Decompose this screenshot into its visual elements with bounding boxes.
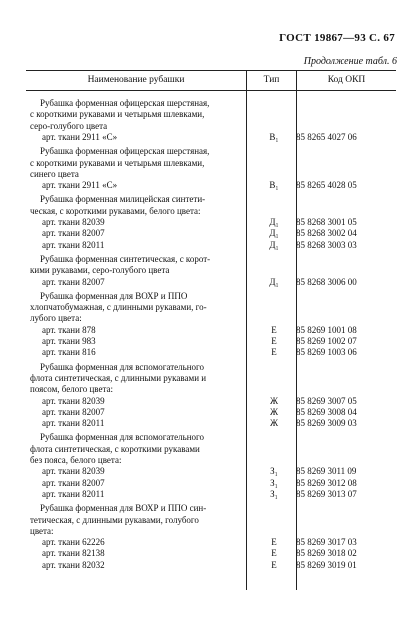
column-header-type: Тип: [263, 75, 280, 85]
shirt-name-cell: арт. ткани 878: [42, 324, 96, 335]
shirt-name-cell: Рубашка форменная офицерская шерстяная,: [40, 98, 210, 108]
shirt-name-cell: арт. ткани 82007: [42, 228, 105, 239]
page-header: ГОСТ 19867—93 С. 67: [279, 32, 395, 44]
shirt-name-cell: арт. ткани 82007: [42, 276, 105, 287]
table-row: [26, 146, 396, 157]
shirt-name-cell: Рубашка форменная офицерская шерстяная,: [40, 146, 210, 157]
shirt-name-cell: Рубашка форменная для ВОХР и ППО: [40, 290, 188, 301]
shirt-type-cell: Д₁: [269, 276, 279, 287]
table-row: [26, 444, 396, 455]
table-row: [26, 132, 396, 143]
shirt-name-cell: арт. ткани 82039: [42, 466, 105, 477]
table-row: [26, 169, 396, 180]
table-header-border: [26, 90, 396, 91]
table-row: [26, 373, 396, 384]
okp-code-cell: 85 8268 3003 03: [296, 239, 357, 250]
shirt-name-cell: без пояса, белого цвета:: [30, 455, 122, 465]
shirt-name-cell: цвета:: [30, 525, 54, 536]
shirt-name-cell: флота синтетическая, с длинными рукавами и: [30, 372, 207, 383]
shirt-name-cell: арт. ткани 82007: [42, 406, 105, 417]
shirt-name-cell: арт. ткани 82011: [42, 418, 105, 429]
shirt-type-cell: Е: [271, 347, 277, 358]
table-row: [26, 526, 396, 537]
okp-code-cell: 85 8269 3008 04: [296, 406, 357, 417]
okp-code-cell: 85 8268 3001 05: [296, 217, 357, 227]
shirt-name-cell: синего цвета: [30, 168, 79, 179]
table-row: [26, 254, 396, 265]
okp-code-cell: 85 8269 1002 07: [296, 336, 357, 346]
table-row: [26, 489, 396, 500]
shirt-name-cell: серо-голубого цвета: [30, 120, 108, 131]
shirt-name-cell: лубого цвета:: [30, 313, 82, 324]
table-row: [26, 396, 396, 407]
table-row: [26, 194, 396, 205]
shirt-name-cell: Рубашка форменная для ВОХР и ППО син-: [40, 503, 207, 514]
table-row: [26, 302, 396, 313]
table-continuation-caption: Продолжение табл. 6: [303, 56, 397, 67]
table-row: [26, 98, 396, 109]
table-row: [26, 537, 396, 548]
shirt-name-cell: арт. ткани 816: [42, 347, 96, 358]
shirt-name-cell: арт. ткани 82138: [42, 548, 105, 559]
table-row: [26, 548, 396, 559]
table-row: [26, 158, 396, 169]
shirt-name-cell: Рубашка форменная для вспомогательного: [40, 432, 205, 443]
okp-code-cell: 85 8269 3009 03: [296, 418, 357, 429]
shirt-name-cell: арт. ткани 82011: [42, 488, 105, 499]
table-row: [26, 291, 396, 302]
shirt-name-cell: Рубашка форменная милицейская синтети-: [40, 194, 206, 205]
shirt-type-cell: Е: [271, 324, 277, 335]
shirt-type-cell: Д₁: [269, 228, 279, 239]
shirt-name-cell: Рубашка форменная для вспомогательного: [40, 361, 205, 372]
table-row: [26, 313, 396, 324]
table-row: [26, 336, 396, 347]
okp-code-cell: 85 8269 3019 01: [296, 559, 357, 570]
okp-code-cell: 85 8269 3012 08: [296, 477, 357, 488]
shirt-name-cell: поясом, белого цвета:: [30, 384, 114, 395]
shirt-name-cell: арт. ткани 2911 «С»: [42, 180, 118, 191]
shirt-name-cell: арт. ткани 983: [42, 336, 96, 346]
shirts-table: [26, 70, 396, 590]
okp-code-cell: 85 8265 4028 05: [296, 180, 357, 191]
shirt-name-cell: ческая, с короткими рукавами, белого цвета:: [30, 205, 201, 216]
table-row: [26, 109, 396, 120]
okp-code-cell: 85 8269 3018 02: [296, 548, 357, 559]
shirt-name-cell: арт. ткани 82039: [42, 395, 105, 406]
table-row: [26, 478, 396, 489]
okp-code-cell: 85 8268 3002 04: [296, 228, 357, 239]
okp-code-cell: 85 8269 3013 07: [296, 488, 357, 499]
table-row: [26, 347, 396, 358]
shirt-name-cell: тетическая, с длинными рукавами, голубого: [30, 514, 199, 525]
okp-code-cell: 85 8269 3017 03: [296, 537, 357, 548]
shirt-type-cell: Д₁: [269, 239, 279, 250]
shirt-type-cell: В₁: [269, 131, 279, 142]
shirt-type-cell: Е: [271, 537, 277, 548]
table-row: [26, 121, 396, 132]
shirt-type-cell: Е: [271, 559, 277, 570]
table-row: [26, 432, 396, 443]
shirt-type-cell: Д₁: [269, 217, 279, 227]
shirt-name-cell: хлопчатобумажная, с длинными рукавами, го-: [30, 302, 207, 313]
table-row: [26, 503, 396, 514]
table-row: [26, 180, 396, 191]
shirt-name-cell: арт. ткани 2911 «С»: [42, 131, 118, 142]
shirt-name-cell: кими рукавами, серо-голубого цвета: [30, 265, 170, 276]
shirt-type-cell: В₁: [269, 180, 279, 191]
shirt-name-cell: арт. ткани 62226: [42, 537, 105, 548]
shirt-type-cell: Е: [271, 548, 277, 559]
table-row: [26, 217, 396, 228]
shirt-type-cell: Ж: [269, 395, 279, 406]
table-row: [26, 206, 396, 217]
table-row: [26, 228, 396, 239]
okp-code-cell: 85 8269 1001 08: [296, 324, 357, 335]
shirt-type-cell: З₁: [270, 488, 278, 499]
table-row: [26, 240, 396, 251]
table-row: [26, 265, 396, 276]
table-row: [26, 466, 396, 477]
table-row: [26, 384, 396, 395]
column-header-okp: Код ОКП: [327, 75, 366, 85]
okp-code-cell: 85 8269 3007 05: [296, 395, 357, 406]
shirt-name-cell: арт. ткани 82011: [42, 239, 105, 250]
column-header-name: Наименование рубашки: [87, 75, 185, 85]
table-row: [26, 418, 396, 429]
table-row: [26, 407, 396, 418]
table-row: [26, 515, 396, 526]
shirt-name-cell: арт. ткани 82007: [42, 477, 105, 488]
shirt-type-cell: Ж: [269, 418, 279, 429]
shirt-name-cell: Рубашка форменная синтетическая, с корот-: [40, 253, 211, 264]
table-row: [26, 325, 396, 336]
shirt-name-cell: с короткими рукавами и четырьмя шлевками,: [30, 157, 205, 168]
shirt-type-cell: Е: [271, 336, 277, 346]
table-row: [26, 277, 396, 288]
table-row: [26, 362, 396, 373]
okp-code-cell: 85 8269 3011 09: [296, 466, 357, 477]
okp-code-cell: 85 8269 1003 06: [296, 347, 357, 358]
shirt-name-cell: с короткими рукавами и четырьмя шлевками,: [30, 109, 205, 120]
shirt-type-cell: З₁: [270, 466, 278, 477]
table-row: [26, 560, 396, 571]
shirt-type-cell: З₁: [270, 477, 278, 488]
table-row: [26, 455, 396, 466]
okp-code-cell: 85 8268 3006 00: [296, 276, 357, 287]
shirt-type-cell: Ж: [269, 406, 279, 417]
okp-code-cell: 85 8265 4027 06: [296, 131, 357, 142]
shirt-name-cell: флота синтетическая, с короткими рукавами: [30, 443, 200, 454]
shirt-name-cell: арт. ткани 82039: [42, 217, 105, 227]
shirt-name-cell: арт. ткани 82032: [42, 559, 105, 570]
